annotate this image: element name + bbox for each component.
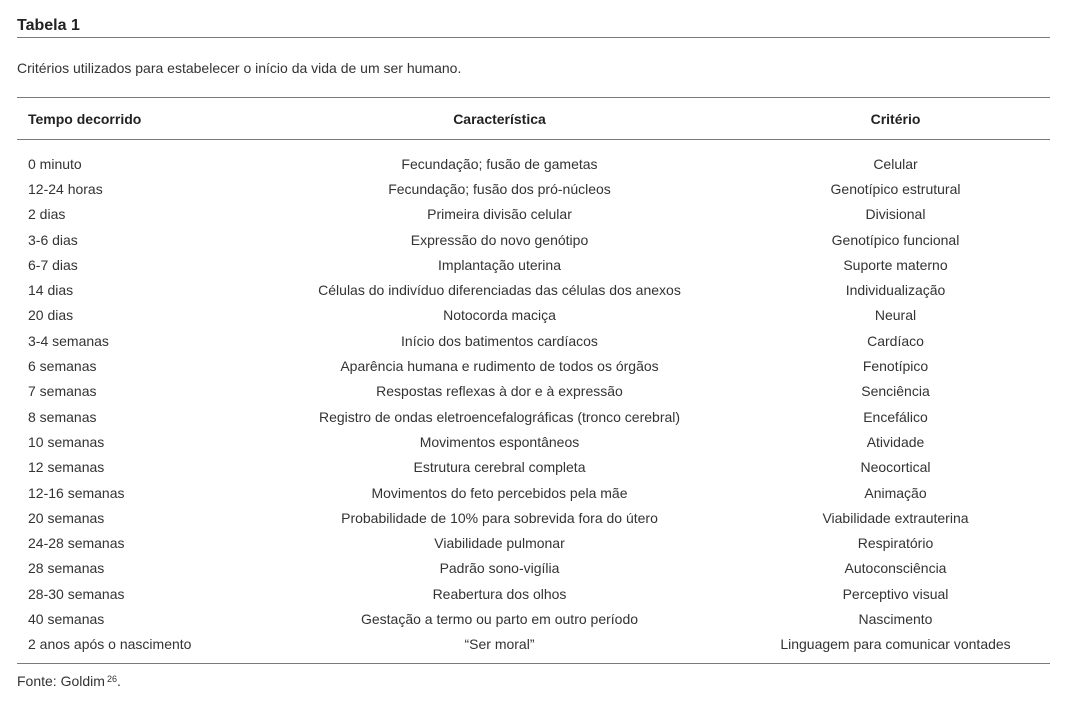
table-row: [17, 530, 1050, 555]
table-title: Tabela 1: [17, 17, 80, 34]
source-text: Fonte: Goldim: [17, 672, 105, 689]
cell-tempo-decorrido: 8 semanas: [28, 408, 97, 425]
cell-tempo-decorrido: 12-16 semanas: [28, 484, 125, 501]
cell-caracteristica: Viabilidade pulmonar: [434, 535, 565, 552]
cell-tempo-decorrido: 2 dias: [28, 206, 66, 223]
cell-criterio: Individualização: [845, 282, 946, 299]
table-row: [17, 556, 1050, 581]
cell-criterio: Divisional: [865, 206, 926, 223]
cell-criterio: Genotípico funcional: [831, 231, 960, 248]
cell-criterio: Perceptivo visual: [842, 585, 949, 602]
cell-caracteristica: Células do indivíduo diferenciadas das células dos anexos: [318, 282, 681, 299]
cell-tempo-decorrido: 12 semanas: [28, 459, 105, 476]
cell-criterio: Animação: [864, 484, 927, 501]
cell-caracteristica: Fecundação; fusão de gametas: [401, 155, 598, 172]
table-row: [17, 379, 1050, 404]
table-bottom-divider: [17, 663, 1050, 664]
table-row: [17, 455, 1050, 480]
cell-caracteristica: Início dos batimentos cardíacos: [401, 332, 598, 349]
cell-criterio: Linguagem para comunicar vontades: [780, 636, 1011, 653]
cell-criterio: Autoconsciência: [844, 560, 947, 577]
cell-criterio: Respiratório: [857, 535, 934, 552]
table-row: [17, 353, 1050, 378]
cell-tempo-decorrido: 10 semanas: [28, 433, 105, 450]
title-divider: [17, 37, 1050, 38]
cell-tempo-decorrido: 24-28 semanas: [28, 535, 125, 552]
table-row: [17, 581, 1050, 606]
cell-criterio: Atividade: [866, 433, 925, 450]
table-row: [17, 328, 1050, 353]
cell-tempo-decorrido: 40 semanas: [28, 610, 105, 627]
cell-caracteristica: Fecundação; fusão dos pró-núcleos: [388, 180, 611, 197]
cell-caracteristica: Registro de ondas eletroencefalográficas (tronco cerebral): [318, 408, 681, 425]
cell-tempo-decorrido: 3-4 semanas: [28, 332, 109, 349]
cell-tempo-decorrido: 28 semanas: [28, 560, 105, 577]
table-row: [17, 606, 1050, 631]
cell-criterio: Fenotípico: [862, 358, 929, 375]
cell-caracteristica: Padrão sono-vigília: [439, 560, 560, 577]
table-row: [17, 140, 1050, 177]
cell-criterio: Senciência: [861, 383, 930, 400]
table-row: [17, 505, 1050, 530]
header-caracteristica: Característica: [258, 98, 741, 140]
cell-criterio: Suporte materno: [843, 256, 948, 273]
cell-criterio: Genotípico estrutural: [830, 180, 961, 197]
cell-criterio: Neural: [874, 307, 917, 324]
table-caption: Critérios utilizados para estabelecer o início da vida de um ser humano.: [17, 60, 462, 76]
table-row: [17, 227, 1050, 252]
header-row: [17, 98, 1050, 140]
cell-tempo-decorrido: 3-6 dias: [28, 231, 78, 248]
cell-caracteristica: “Ser moral”: [464, 636, 535, 653]
cell-tempo-decorrido: 14 dias: [28, 282, 74, 299]
cell-tempo-decorrido: 20 dias: [28, 307, 74, 324]
table-row: [17, 252, 1050, 277]
cell-caracteristica: Gestação a termo ou parto em outro período: [360, 610, 639, 627]
table-source: [17, 670, 1050, 690]
cell-criterio: Celular: [873, 155, 918, 172]
cell-caracteristica: Aparência humana e rudimento de todos os órgãos: [340, 358, 659, 375]
table-row: [17, 277, 1050, 302]
source-reference: 26: [106, 673, 117, 684]
cell-tempo-decorrido: 6 semanas: [28, 358, 97, 375]
cell-criterio: Neocortical: [860, 459, 931, 476]
cell-tempo-decorrido: 7 semanas: [28, 383, 97, 400]
cell-criterio: Nascimento: [858, 610, 933, 627]
data-table: [17, 98, 1050, 657]
cell-caracteristica: Implantação uterina: [438, 256, 561, 273]
table-body: [17, 140, 1050, 657]
cell-caracteristica: Probabilidade de 10% para sobrevida fora do útero: [341, 509, 658, 526]
cell-caracteristica: Reabertura dos olhos: [432, 585, 567, 602]
cell-criterio: Encefálico: [863, 408, 928, 425]
cell-criterio: Cardíaco: [867, 332, 924, 349]
header-criterio: Critério: [741, 98, 1050, 140]
header-tempo-decorrido: Tempo decorrido: [17, 98, 258, 140]
table-figure: [17, 0, 1050, 690]
table-row: [17, 202, 1050, 227]
cell-caracteristica: Notocorda maciça: [443, 307, 556, 324]
table-row: [17, 429, 1050, 454]
source-suffix: .: [116, 672, 121, 689]
cell-tempo-decorrido: 12-24 horas: [28, 180, 103, 197]
table-row: [17, 404, 1050, 429]
table-row: [17, 632, 1050, 657]
cell-caracteristica: Primeira divisão celular: [427, 206, 572, 223]
cell-tempo-decorrido: 6-7 dias: [28, 256, 78, 273]
cell-caracteristica: Movimentos espontâneos: [419, 433, 580, 450]
cell-tempo-decorrido: 20 semanas: [28, 509, 105, 526]
table-row: [17, 480, 1050, 505]
cell-tempo-decorrido: 28-30 semanas: [28, 585, 125, 602]
cell-caracteristica: Expressão do novo genótipo: [410, 231, 589, 248]
cell-tempo-decorrido: 2 anos após o nascimento: [28, 636, 192, 653]
cell-criterio: Viabilidade extrauterina: [822, 509, 969, 526]
table-row: [17, 303, 1050, 328]
cell-tempo-decorrido: 0 minuto: [28, 155, 82, 172]
cell-caracteristica: Estrutura cerebral completa: [413, 459, 586, 476]
cell-caracteristica: Movimentos do feto percebidos pela mãe: [371, 484, 628, 501]
table-row: [17, 176, 1050, 201]
cell-caracteristica: Respostas reflexas à dor e à expressão: [376, 383, 623, 400]
